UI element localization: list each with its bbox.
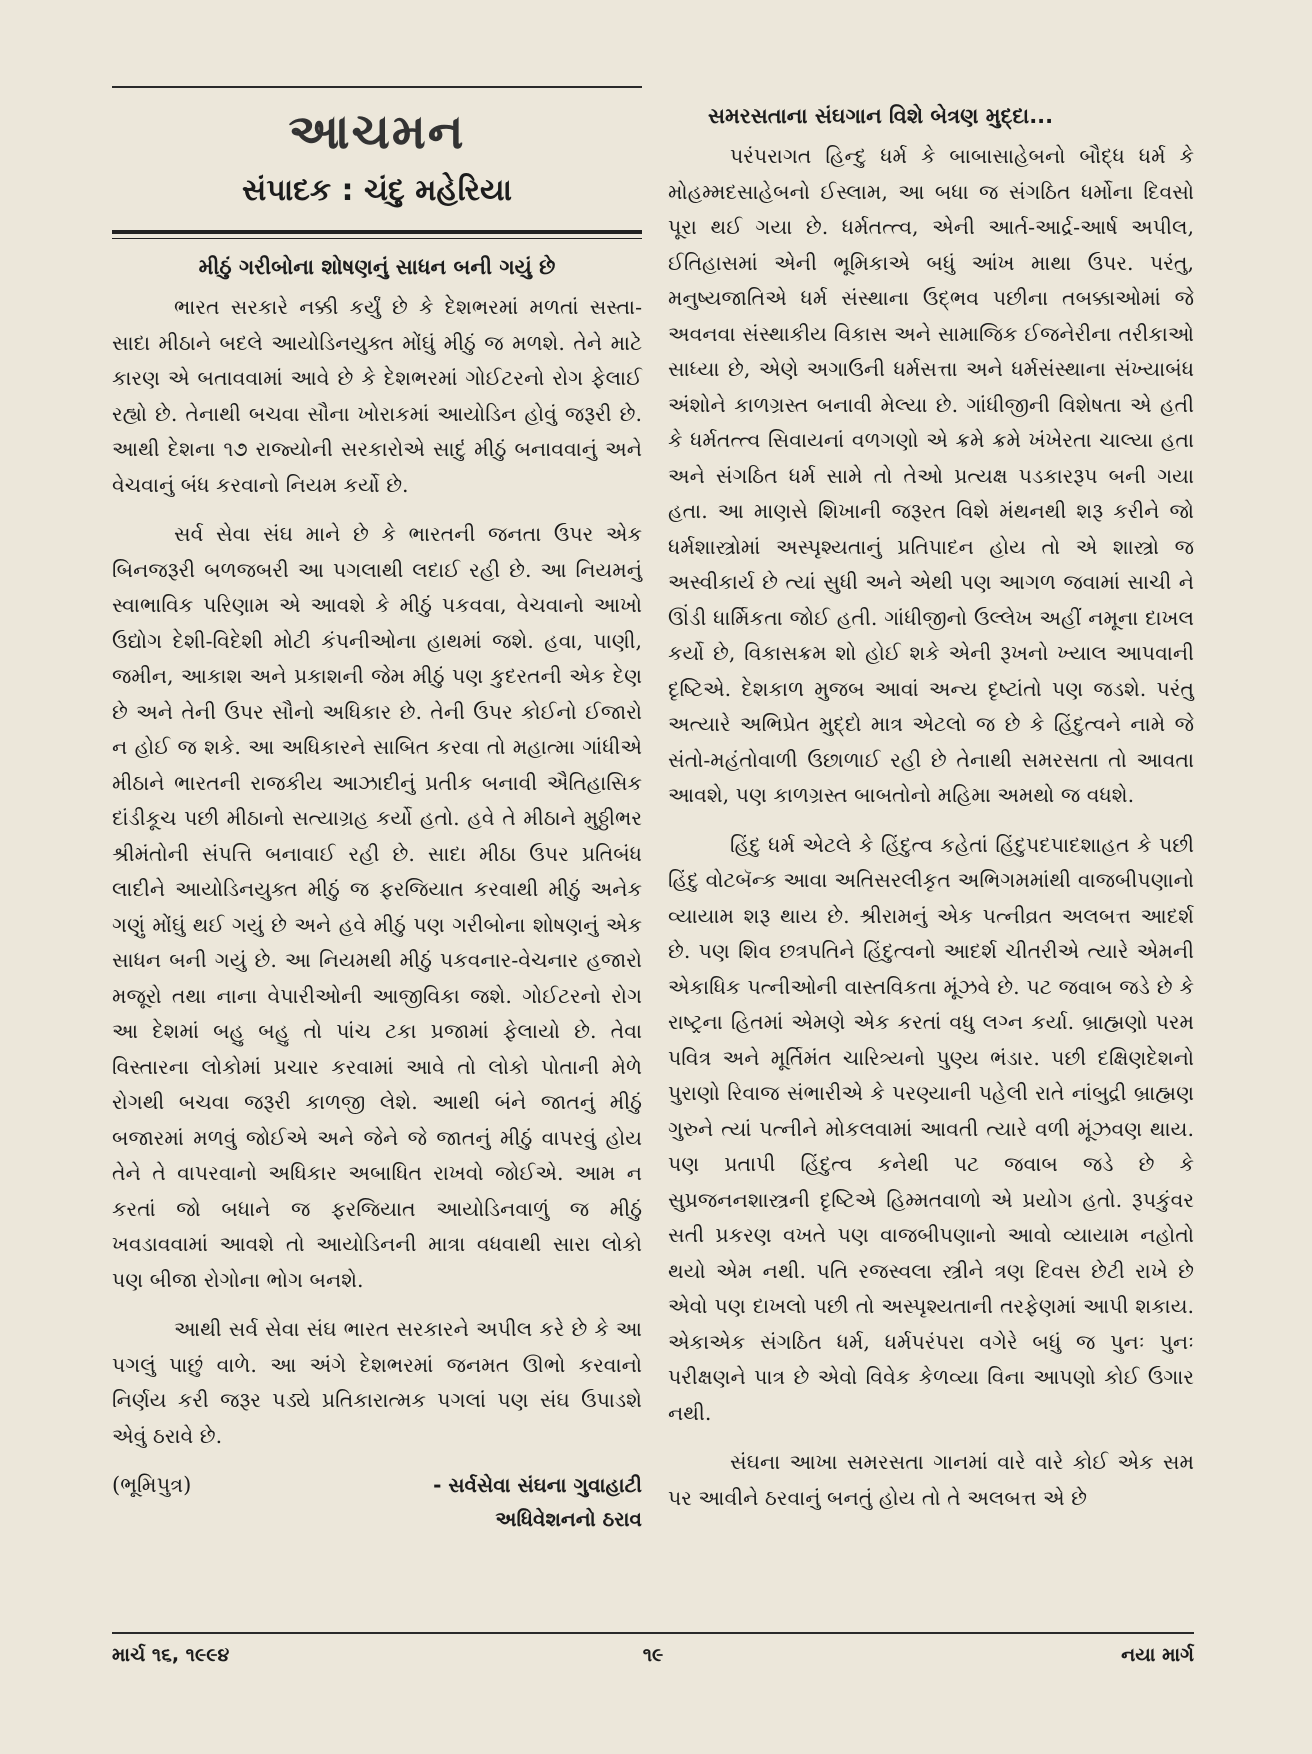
column-title: આચમન — [288, 104, 466, 160]
right-article-heading: સમરસતાના સંઘગાન વિશે બેત્રણ મુદ્દા... — [708, 104, 1054, 128]
publication-name: નયા માર્ગ — [1121, 1644, 1195, 1666]
page-footer — [112, 1632, 1194, 1666]
issue-date: માર્ચ ૧૬, ૧૯૯૪ — [112, 1644, 230, 1666]
left-paragraph: ભારત સરકારે નક્કી કર્યું છે કે દેશભરમાં મળતાં સસ્તા-સાદા મીઠાને બદલે આયોડિનયુક્ત મોંઘું મીઠું જ મળશે. તેને માટે કારણ એ બતાવવામાં આવે છે કે દેશભરમાં ગોઈટરનો રોગ ફેલાઈ રહ્યો છે. તેનાથી બચવા સૌના ખોરાકમાં આયોડિન હોવું જરૂરી છે. આથી દેશના ૧૭ રાજ્યોની સરકારોએ સાદું મીઠું બનાવવાનું અને વેચવાનું બંધ કરવાનો નિયમ કર્યો છે. — [112, 295, 642, 497]
right-column — [668, 86, 1194, 1530]
footer-row — [112, 1644, 1194, 1666]
double-rule — [112, 230, 642, 239]
right-paragraph: પરંપરાગત હિન્દુ ધર્મ કે બાબાસાહેબનો બૌદ્ધ ધર્મ કે મોહમ્મદસાહેબનો ઈસ્લામ, આ બધા જ સંગઠિત ધર્મોના દિવસો પૂરા થઈ ગયા છે. ધર્મતત્ત્વ, એની આર્ત-આર્દ્ર-આર્ષ અપીલ, ઈતિહાસમાં એની ભૂમિકાએ બધું આંખ માથા ઉપર. પરંતુ, મનુષ્યજાતિએ ધર્મ સંસ્થાના ઉદ્ભવ પછીના તબક્કાઓમાં જે અવનવા સંસ્થાકીય વિકાસ અને સામાજિક ઈજનેરીના તરીકાઓ સાધ્યા છે, એણે અગાઉની ધર્મસત્તા અને ધર્મસંસ્થાના સંખ્યાબંધ અંશોને કાળગ્રસ્ત બનાવી મેલ્યા છે. ગાંધીજીની વિશેષતા એ હતી કે ધર્મતત્ત્વ સિવાયનાં વળગણો એ ક્રમે ક્રમે ખંખેરતા ચાલ્યા હતા અને સંગઠિત ધર્મ સામે તો તેઓ પ્રત્યક્ષ પડકારરૂપ બની ગયા હતા. આ માણસે શિખાની જરૂરત વિશે મંથનથી શરૂ કરીને જો ધર્મશાસ્ત્રોમાં અસ્પૃશ્યતાનું પ્રતિપાદન હોય તો એ શાસ્ત્રો જ અસ્વીકાર્ય છે ત્યાં સુધી અને એથી પણ આગળ જવામાં સાચી ને ઊંડી ધાર્મિકતા જોઈ હતી. ગાંધીજીનો ઉલ્લેખ અહીં નમૂના દાખલ કર્યો છે, વિકાસક્રમ શો હોઈ શકે એની રૂખનો ખ્યાલ આપવાની દૃષ્ટિએ. દેશકાળ મુજબ આવાં અન્ય દૃષ્ટાંતો પણ જડશે. પરંતુ અત્યારે અભિપ્રેત મુદ્દો માત્ર એટલો જ છે કે હિંદુત્વને નામે જે સંતો-મહંતોવાળી ઉછાળાઈ રહી છે તેનાથી સમરસતા તો આવતા આવશે, પણ કાળગ્રસ્ત બાબતોનો મહિમા અમથો જ વધશે. — [668, 144, 1194, 807]
top-rule — [112, 86, 642, 88]
attribution-line: અધિવેશનનો ઠરાવ — [495, 1507, 642, 1531]
left-article-heading: મીઠું ગરીબોના શોષણનું સાધન બની ગયું છે — [198, 255, 556, 279]
left-paragraph: આથી સર્વ સેવા સંઘ ભારત સરકારને અપીલ કરે છે કે આ પગલું પાછું વાળે. આ અંગે દેશભરમાં જનમત ઊભો કરવાનો નિર્ણય કરી જરૂર પડ્યે પ્રતિકારાત્મક પગલાં પણ સંઘ ઉપાડશે એવું ઠરાવે છે. — [112, 1317, 642, 1448]
right-paragraph: હિંદુ ધર્મ એટલે કે હિંદુત્વ કહેતાં હિંદુપદપાદશાહત કે પછી હિંદુ વોટબૅન્ક આવા અતિસરલીકૃત અભિગમમાંથી વાજબીપણાનો વ્યાયામ શરૂ થાય છે. શ્રીરામનું એક પત્નીવ્રત અલબત્ત આદર્શ છે. પણ શિવ છત્રપતિને હિંદુત્વનો આદર્શ ચીતરીએ ત્યારે એમની એકાધિક પત્નીઓની વાસ્તવિકતા મૂંઝવે છે. પટ જવાબ જડે છે કે રાષ્ટ્રના હિતમાં એમણે એક કરતાં વધુ લગ્ન કર્યા. બ્રાહ્મણો પરમ પવિત્ર અને મૂર્તિમંત ચારિત્ર્યનો પુણ્ય ભંડાર. પછી દક્ષિણદેશનો પુરાણો રિવાજ સંભારીએ કે પરણ્યાની પહેલી રાતે નાંબુદ્રી બ્રાહ્મણ ગુરુને ત્યાં પત્નીને મોકલવામાં આવતી ત્યારે વળી મૂંઝવણ થાય. પણ પ્રતાપી હિંદુત્વ કનેથી પટ જવાબ જડે છે કે સુપ્રજનનશાસ્ત્રની દૃષ્ટિએ હિમ્મતવાળો એ પ્રયોગ હતો. રૂપકુંવર સતી પ્રકરણ વખતે પણ વાજબીપણાનો આવો વ્યાયામ નહોતો થયો એમ નથી. પતિ રજસ્વલા સ્ત્રીને ત્રણ દિવસ છેટી રાખે છે એવો પણ દાખલો પછી તો અસ્પૃશ્યતાની તરફેણમાં આપી શકાય. એકાએક સંગઠિત ધર્મ, ધર્મપરંપરા વગેરે બધું જ પુનઃ પુનઃ પરીક્ષણને પાત્ર છે એવો વિવેક કેળવ્યા વિના આપણો કોઈ ઉગાર નથી. — [668, 832, 1194, 1425]
attribution-line: - સર્વસેવા સંઘના ગુવાહાટી — [433, 1473, 642, 1497]
page-number: ૧૯ — [642, 1644, 664, 1666]
right-paragraph: સંઘના આખા સમરસતા ગાનમાં વારે વારે કોઈ એક સમ પર આવીને ઠરવાનું બનતું હોય તો તે અલબત્ત એ છે — [668, 1450, 1194, 1510]
footer-rule — [112, 1632, 1194, 1634]
source-credit: (ભૂમિપુત્ર) — [112, 1473, 192, 1497]
attribution — [433, 1468, 642, 1536]
left-paragraph: સર્વ સેવા સંઘ માને છે કે ભારતની જનતા ઉપર એક બિનજરૂરી બળજબરી આ પગલાથી લદાઈ રહી છે. આ નિયમનું સ્વાભાવિક પરિણામ એ આવશે કે મીઠું પકવવા, વેચવાનો આખો ઉદ્યોગ દેશી-વિદેશી મોટી કંપનીઓના હાથમાં જશે. હવા, પાણી, જમીન, આકાશ અને પ્રકાશની જેમ મીઠું પણ કુદરતની એક દેણ છે અને તેની ઉપર સૌનો અધિકાર છે. તેની ઉપર કોઈનો ઈજારો ન હોઈ જ શકે. આ અધિકારને સાબિત કરવા તો મહાત્મા ગાંધીએ મીઠાને ભારતની રાજકીય આઝાદીનું પ્રતીક બનાવી ઐતિહાસિક દાંડીકૂચ પછી મીઠાનો સત્યાગ્રહ કર્યો હતો. હવે તે મીઠાને મુઠ્ઠીભર શ્રીમંતોની સંપત્તિ બનાવાઈ રહી છે. સાદા મીઠા ઉપર પ્રતિબંધ લાદીને આયોડિનયુક્ત મીઠું જ ફરજિયાત કરવાથી મીઠું અનેક ગણું મોંઘું થઈ ગયું છે અને હવે મીઠું પણ ગરીબોના શોષણનું એક સાધન બની ગયું છે. આ નિયમથી મીઠું પકવનાર-વેચનાર હજારો મજૂરો તથા નાના વેપારીઓની આજીવિકા જશે. ગોઈટરનો રોગ આ દેશમાં બહુ બહુ તો પાંચ ટકા પ્રજામાં ફેલાયો છે. તેવા વિસ્તારના લોકોમાં પ્રચાર કરવામાં આવે તો લોકો પોતાની મેળે રોગથી બચવા જરૂરી કાળજી લેશે. આથી બંને જાતનું મીઠું બજારમાં મળવું જોઈએ અને જેને જે જાતનું મીઠું વાપરવું હોય તેને તે વાપરવાનો અધિકાર અબાધિત રાખવો જોઈએ. આમ ન કરતાં જો બધાને જ ફરજિયાત આયોડિનવાળું જ મીઠું ખવડાવવામાં આવશે તો આયોડિનની માત્રા વધવાથી સારા લોકો પણ બીજા રોગોના ભોગ બનશે. — [112, 522, 642, 1292]
editor-line: સંપાદક : ચંદુ મહેરિયા — [242, 173, 512, 208]
left-column — [112, 86, 642, 1536]
signature-block — [112, 1468, 642, 1536]
